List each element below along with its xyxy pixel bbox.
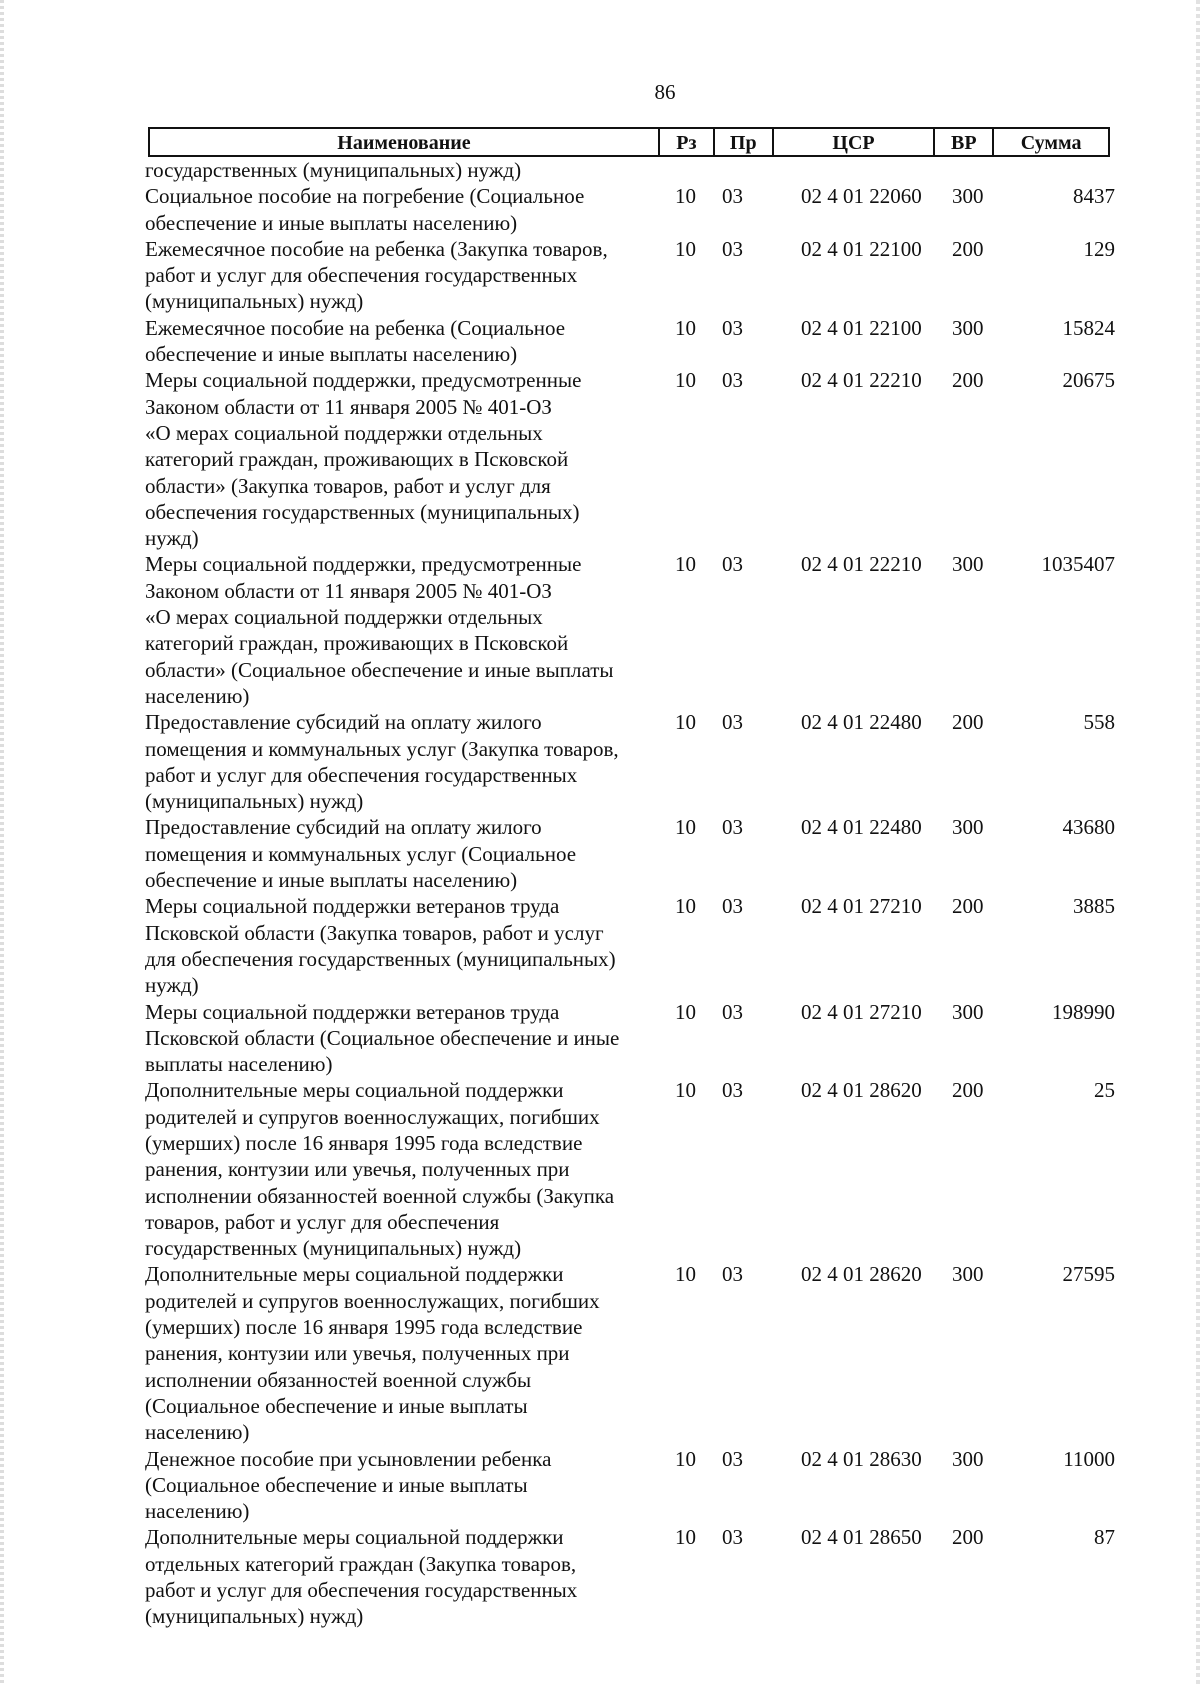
cell-csr: 02 4 01 22480 [801,815,922,840]
cell-pr: 03 [722,184,743,209]
cell-sum: 20675 [1062,368,1115,393]
cell-sum: 27595 [1062,1262,1115,1287]
cell-sum: 8437 [1073,184,1115,209]
cell-rz: 10 [675,1262,696,1287]
table-row [145,183,1115,236]
cell-pr: 03 [722,236,743,261]
cell-vr: 200 [952,1525,984,1550]
cell-pr: 03 [722,999,743,1024]
table-row [145,709,1115,814]
table-row [145,315,1115,368]
cell-sum: 15824 [1062,315,1115,340]
cell-rz: 10 [675,315,696,340]
cell-name: Социальное пособие на погребение (Социальное обеспечение и иные выплаты населению) [145,184,585,235]
cell-csr: 02 4 01 27210 [801,894,922,919]
header-name: Наименование [150,129,660,155]
cell-vr: 200 [952,1078,984,1103]
cell-sum: 87 [1094,1525,1115,1550]
cell-sum: 43680 [1062,815,1115,840]
cell-vr: 200 [952,236,984,261]
table-row [145,367,1115,551]
cell-csr: 02 4 01 22100 [801,236,922,261]
cell-vr: 300 [952,552,984,577]
page-number: 86 [654,80,676,104]
cell-sum: 198990 [1052,999,1115,1024]
cell-name: Меры социальной поддержки, предусмотренные Законом области от 11 января 2005 № 401-ОЗ «О мерах социальной поддержки отдельных категорий граждан, проживающих в Псковской области» (Закупка товаров, работ и услуг для обеспечения государственных (муниципальных) нужд) [145,368,582,551]
cell-vr: 200 [952,710,984,735]
cell-vr: 200 [952,368,984,393]
cell-sum [1009,157,1115,183]
cell-sum: 558 [1083,710,1115,735]
header-rz: Рз [660,129,715,155]
header-csr: ЦСР [774,129,936,155]
cell-rz: 10 [675,552,696,577]
cell-rz: 10 [675,1078,696,1103]
cell-name: государственных (муниципальных) нужд) [145,158,522,182]
cell-vr: 300 [952,1262,984,1287]
cell-rz [645,157,718,183]
cell-csr: 02 4 01 28620 [801,1262,922,1287]
cell-vr: 300 [952,999,984,1024]
cell-name: Дополнительные меры социальной поддержки отдельных категорий граждан (Закупка товаров, работ и услуг для обеспечения государственных (муниципальных) нужд) [145,1525,578,1629]
cell-pr: 03 [722,315,743,340]
cell-pr: 03 [722,1525,743,1550]
cell-vr: 300 [952,315,984,340]
cell-rz: 10 [675,184,696,209]
cell-rz: 10 [675,368,696,393]
cell-name: Меры социальной поддержки ветеранов труда Псковской области (Социальное обеспечение и иные выплаты населению) [145,999,620,1077]
cell-rz: 10 [675,999,696,1024]
cell-name: Денежное пособие при усыновлении ребенка (Социальное обеспечение и иные выплаты населению) [145,1446,552,1524]
cell-rz: 10 [675,236,696,261]
cell-rz: 10 [675,894,696,919]
table-row [145,157,1115,183]
scan-edge-left [0,0,4,1686]
cell-pr: 03 [722,894,743,919]
cell-sum: 129 [1083,236,1115,261]
table-row [145,1524,1115,1629]
cell-csr: 02 4 01 22060 [801,184,922,209]
table-body [145,157,1115,1630]
table-row [145,999,1115,1078]
cell-name: Предоставление субсидий на оплату жилого помещения и коммунальных услуг (Закупка товаров, работ и услуг для обеспечения государственных (муниципальных) нужд) [145,710,619,814]
cell-pr: 03 [722,815,743,840]
cell-vr [944,157,1009,183]
cell-name: Дополнительные меры социальной поддержки родителей и супругов военнослужащих, погибших (умерших) после 16 января 1995 года вследствие ранения, контузии или увечья, полученных при исполнении обязанностей военной службы (Закупка товаров, работ и услуг для обеспечения государственных (муниципальных) нужд) [145,1078,615,1261]
cell-name: Предоставление субсидий на оплату жилого помещения и коммунальных услуг (Социальное обеспечение и иные выплаты населению) [145,815,577,893]
header-sum: Сумма [1020,131,1082,154]
cell-rz: 10 [675,1525,696,1550]
cell-pr: 03 [722,710,743,735]
cell-sum: 1035407 [1041,552,1115,577]
cell-csr: 02 4 01 22480 [801,710,922,735]
cell-sum: 25 [1094,1078,1115,1103]
cell-csr: 02 4 01 28630 [801,1446,922,1471]
cell-pr: 03 [722,1078,743,1103]
cell-csr: 02 4 01 22210 [801,552,922,577]
cell-csr: 02 4 01 22100 [801,315,922,340]
header-pr: Пр [715,129,774,155]
header-vr: ВР [935,129,994,155]
cell-name: Дополнительные меры социальной поддержки родителей и супругов военнослужащих, погибших (умерших) после 16 января 1995 года вследствие ранения, контузии или увечья, полученных при исполнении обязанностей военной службы (Социальное обеспечение и иные выплаты населению) [145,1262,600,1445]
table-row [145,236,1115,315]
cell-rz: 10 [675,710,696,735]
table-row [145,1446,1115,1525]
cell-vr: 300 [952,184,984,209]
cell-csr: 02 4 01 28620 [801,1078,922,1103]
cell-pr: 03 [722,552,743,577]
cell-vr: 300 [952,815,984,840]
cell-pr [718,157,781,183]
cell-csr: 02 4 01 28650 [801,1525,922,1550]
cell-pr: 03 [722,1262,743,1287]
cell-rz: 10 [675,1446,696,1471]
cell-rz: 10 [675,815,696,840]
table-row [145,893,1115,998]
table-header [148,127,1110,157]
cell-vr: 200 [952,894,984,919]
cell-name: Меры социальной поддержки, предусмотренные Законом области от 11 января 2005 № 401-ОЗ «О мерах социальной поддержки отдельных категорий граждан, проживающих в Псковской области» (Социальное обеспечение и иные выплаты населению) [145,552,614,708]
cell-name: Меры социальной поддержки ветеранов труда Псковской области (Закупка товаров, работ и услуг для обеспечения государственных (муниципальных) нужд) [145,894,616,998]
scan-edge-right [1196,0,1200,1686]
table-row [145,1077,1115,1261]
table-row [145,551,1115,709]
cell-pr: 03 [722,1446,743,1471]
table-row [145,1261,1115,1445]
cell-name: Ежемесячное пособие на ребенка (Социальное обеспечение и иные выплаты населению) [145,315,566,367]
cell-name: Ежемесячное пособие на ребенка (Закупка товаров, работ и услуг для обеспечения государственных (муниципальных) нужд) [145,236,608,314]
cell-csr: 02 4 01 22210 [801,368,922,393]
cell-csr [781,157,944,183]
table-row [145,814,1115,893]
cell-vr: 300 [952,1446,984,1471]
cell-pr: 03 [722,368,743,393]
cell-sum: 11000 [1063,1446,1115,1471]
cell-sum: 3885 [1073,894,1115,919]
cell-csr: 02 4 01 27210 [801,999,922,1024]
